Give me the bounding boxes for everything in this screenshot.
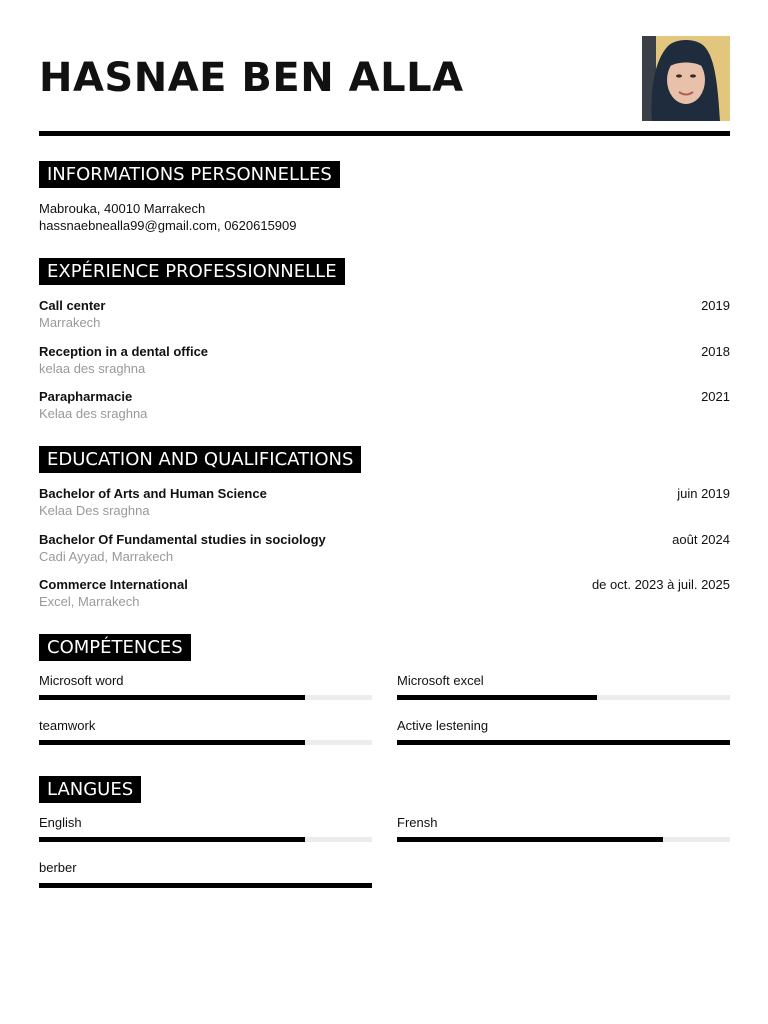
section-title-education: EDUCATION AND QUALIFICATIONS (39, 446, 361, 473)
language-level-bar (397, 837, 730, 842)
education-place: Excel, Marrakech (39, 594, 140, 609)
skill-level-fill (39, 740, 305, 745)
section-title-skills: COMPÉTENCES (39, 634, 191, 661)
experience-role: Parapharmacie (39, 389, 133, 404)
education-date: août 2024 (672, 532, 730, 547)
section-title-languages: LANGUES (39, 776, 141, 803)
education-degree: Commerce International (39, 577, 188, 592)
language-level-bar (39, 883, 372, 888)
language-label: English (39, 815, 82, 830)
experience-place: Marrakech (39, 315, 101, 330)
language-label: Frensh (397, 815, 438, 830)
language-level-fill (39, 837, 305, 842)
experience-place: kelaa des sraghna (39, 361, 146, 376)
header-divider (39, 131, 730, 136)
skill-label: Microsoft excel (397, 673, 484, 688)
skill-level-fill (39, 695, 305, 700)
skill-level-bar (39, 740, 372, 745)
skill-label: Active lestening (397, 718, 489, 733)
language-level-fill (397, 837, 663, 842)
education-degree: Bachelor of Arts and Human Science (39, 486, 267, 501)
education-place: Kelaa Des sraghna (39, 503, 150, 518)
skill-level-bar (39, 695, 372, 700)
address-text: Mabrouka, 40010 Marrakech (39, 201, 206, 216)
experience-role: Reception in a dental office (39, 344, 209, 359)
experience-date: 2021 (701, 389, 730, 404)
profile-photo (642, 36, 730, 121)
language-label: berber (39, 860, 77, 875)
skill-level-bar (397, 740, 730, 745)
skill-level-bar (397, 695, 730, 700)
experience-date: 2018 (701, 344, 730, 359)
language-level-fill (39, 883, 372, 888)
skill-label: teamwork (39, 718, 96, 733)
experience-place: Kelaa des sraghna (39, 406, 148, 421)
section-title-experience: EXPÉRIENCE PROFESSIONNELLE (39, 258, 345, 285)
education-place: Cadi Ayyad, Marrakech (39, 549, 174, 564)
education-date: juin 2019 (677, 486, 730, 501)
experience-role: Call center (39, 298, 106, 313)
education-degree: Bachelor Of Fundamental studies in sociology (39, 532, 326, 547)
experience-date: 2019 (701, 298, 730, 313)
language-level-bar (39, 837, 372, 842)
candidate-name: HASNAE BEN ALLA (39, 55, 464, 101)
section-title-personal-info: INFORMATIONS PERSONNELLES (39, 161, 340, 188)
contact-text: hassnaebnealla99@gmail.com, 0620615909 (39, 218, 297, 233)
skill-level-fill (397, 695, 597, 700)
education-date: de oct. 2023 à juil. 2025 (591, 577, 730, 592)
skill-level-fill (397, 740, 730, 745)
skill-label: Microsoft word (39, 673, 124, 688)
